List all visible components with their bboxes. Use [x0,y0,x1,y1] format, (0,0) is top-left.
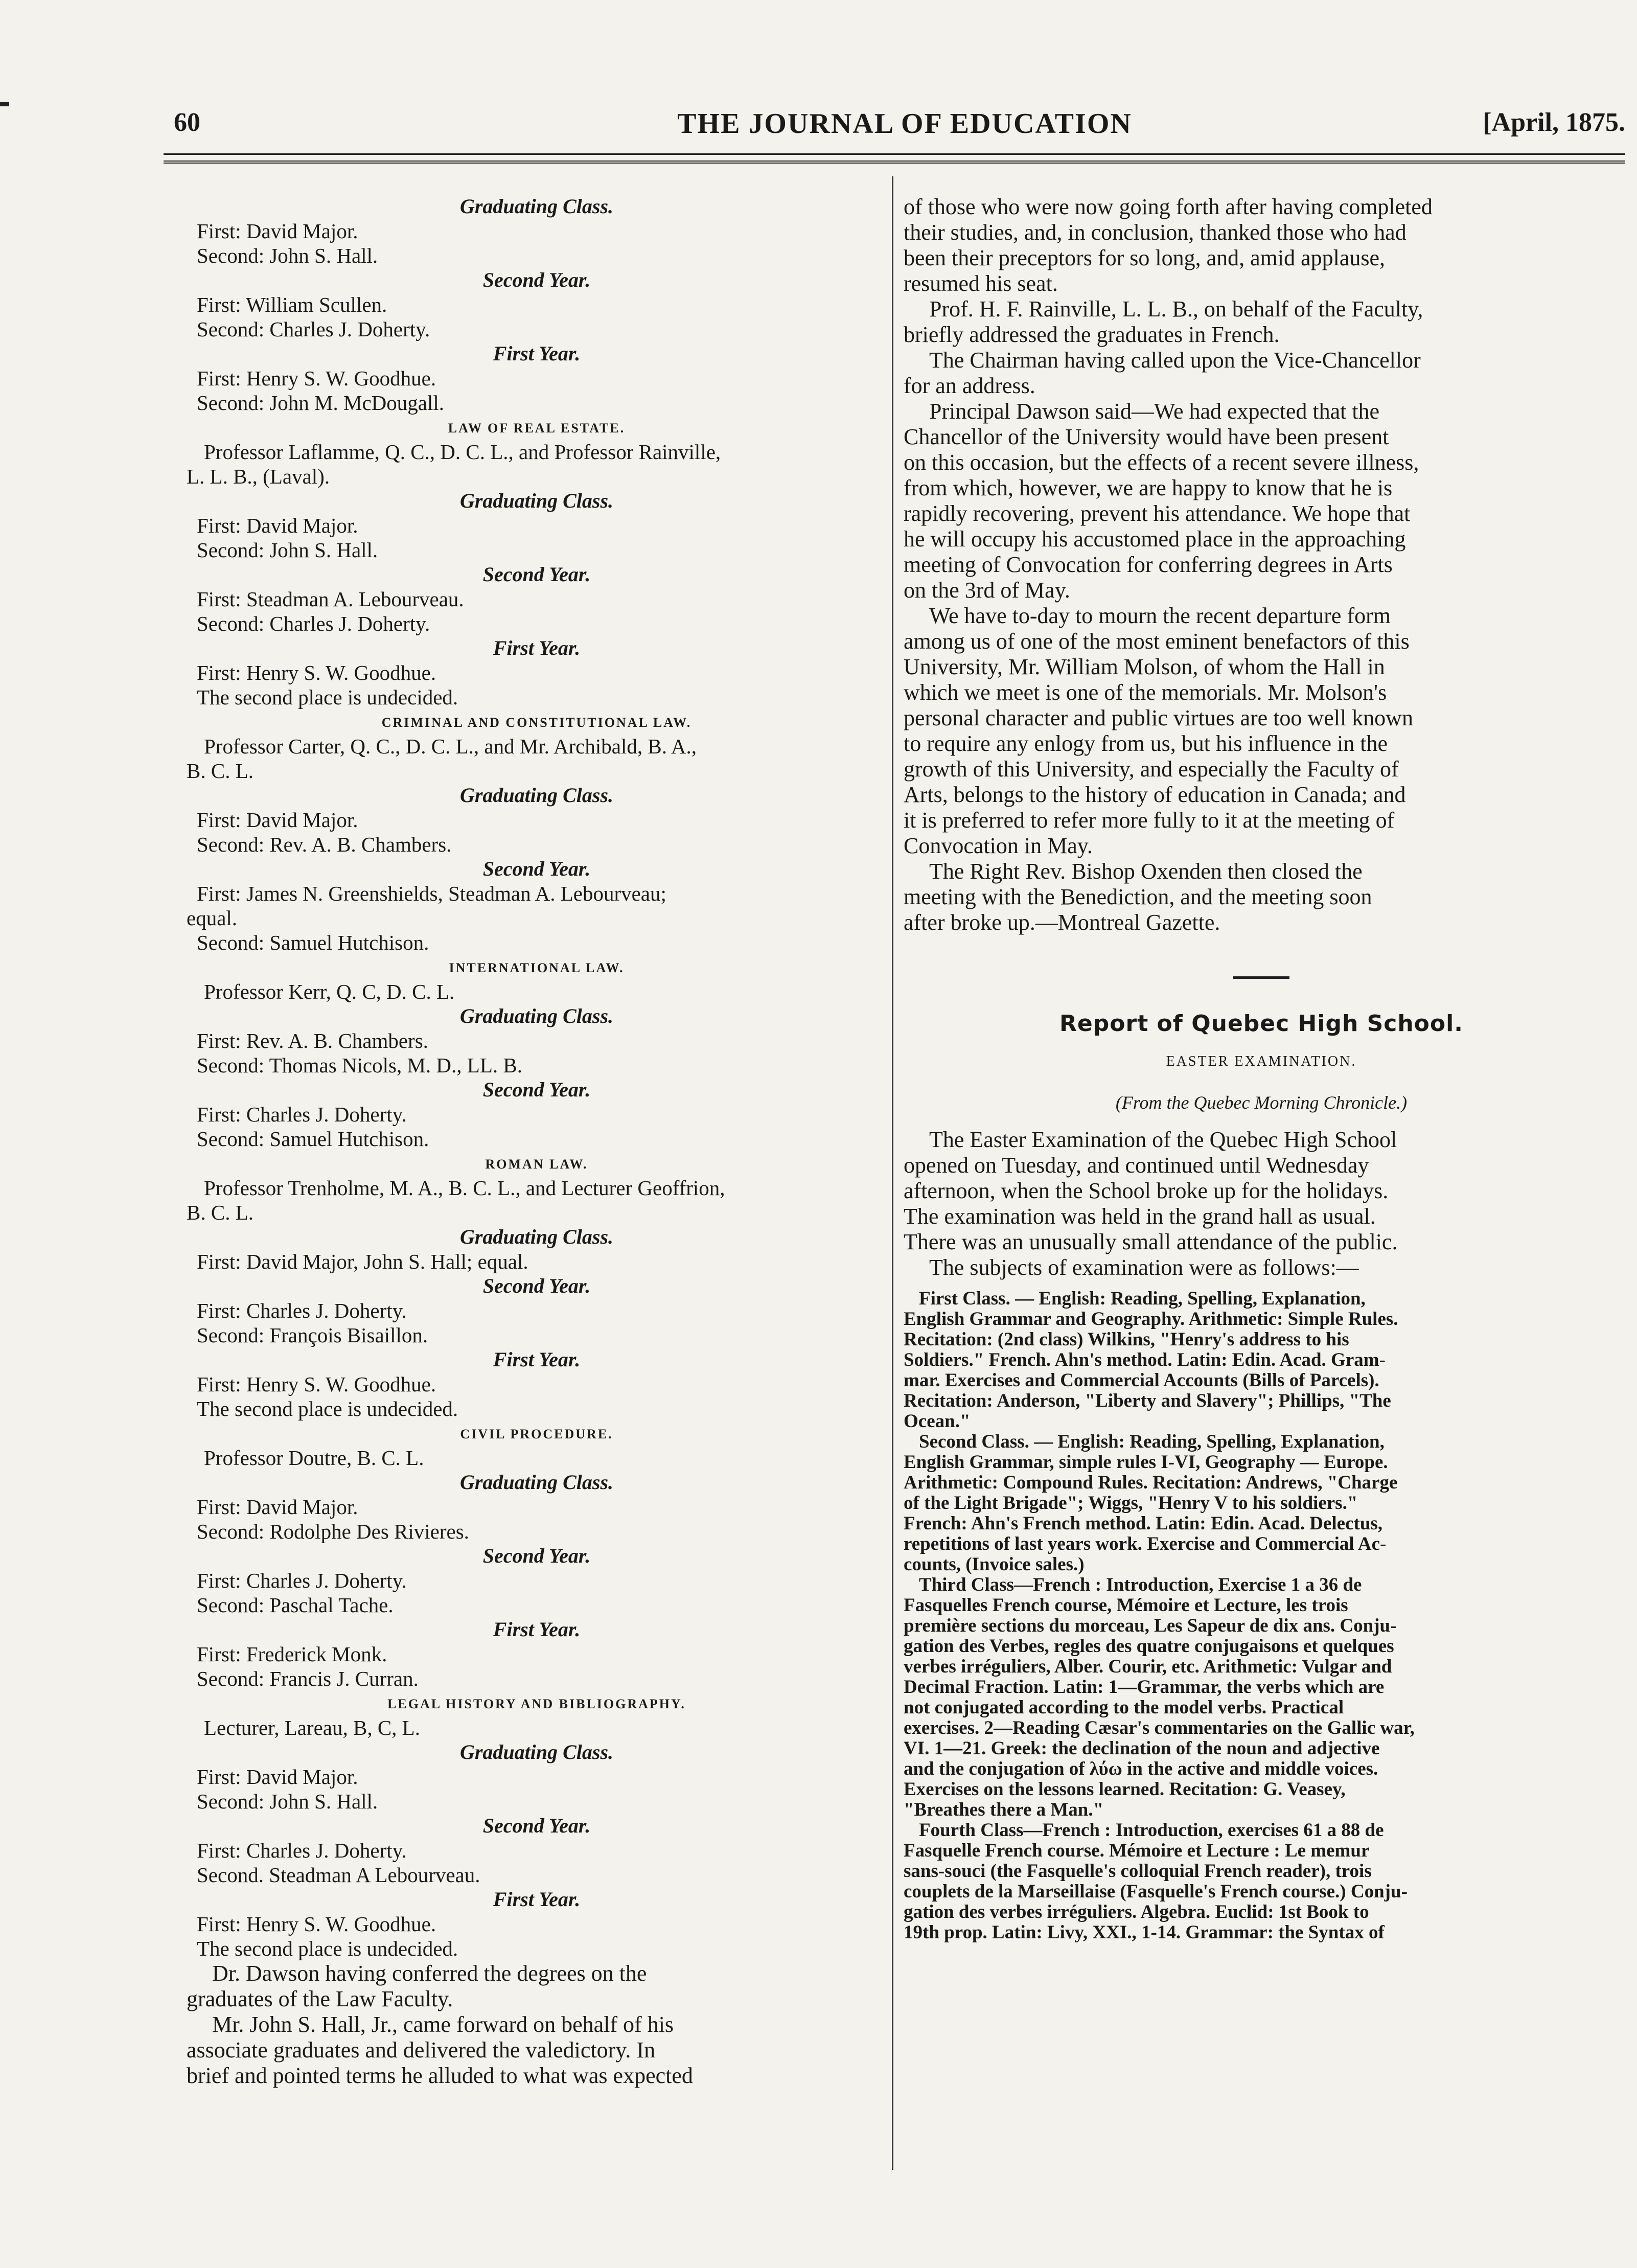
class-line: Arithmetic: Compound Rules. Recitation: Andrews, "Charge [904,1472,1398,1493]
entry-line: First: Steadman A. Lebourveau. [197,587,464,611]
subheading: Second Year. [482,1078,591,1101]
entry-line: The second place is undecided. [197,685,458,709]
section-heading: LEGAL HISTORY AND BIBLIOGRAPHY. [387,1697,686,1711]
paragraph-line: been their preceptors for so long, and, amid applause, [904,245,1386,270]
paragraph-line: which we meet is one of the memorials. Mr. Molson's [904,680,1387,705]
paragraph-line: We have to-day to mourn the recent departure form [929,603,1391,628]
subheading: First Year. [493,1348,581,1371]
entry-line: First: David Major. [197,1495,358,1519]
section-separator [1233,976,1289,979]
page-number: 60 [174,108,200,137]
entry-line: First: Charles J. Doherty. [197,1839,407,1862]
report-title: Report of Quebec High School. [1059,1011,1463,1037]
paragraph-line: Prof. H. F. Rainville, L. L. B., on behalf of the Faculty, [929,296,1423,322]
class-line: "Breathes there a Man." [904,1799,1104,1820]
class-line: Fourth Class—French : Introduction, exercises 61 a 88 de [919,1820,1384,1841]
class-line: repetitions of last years work. Exercise and Commercial Ac- [904,1533,1387,1554]
class-line: First Class. — English: Reading, Spelling, Explanation, [919,1288,1366,1309]
class-line: sans-souci (the Fasquelle's colloquial French reader), trois [904,1861,1372,1882]
report-classes [904,1289,1619,1943]
subheading: Second Year. [482,563,591,586]
entry-line: Second. Steadman A Lebourveau. [197,1863,480,1887]
entry-line: Second: Rev. A. B. Chambers. [197,833,452,856]
professor-line: Lecturer, Lareau, B, C, L. [204,1716,420,1739]
class-line: Recitation: (2nd class) Wilkins, "Henry's address to his [904,1329,1349,1350]
paragraph-line: from which, however, we are happy to know that he is [904,475,1393,500]
professor-line: Professor Laflamme, Q. C., D. C. L., and Professor Rainville, [204,440,721,464]
subheading: Graduating Class. [459,195,614,218]
paragraph-line: The Chairman having called upon the Vice-Chancellor [929,348,1421,373]
paragraph-line: brief and pointed terms he alluded to what was expected [187,2063,693,2088]
subheading: First Year. [493,342,581,365]
issue-date: [April, 1875. [1483,108,1625,137]
class-line: Second Class. — English: Reading, Spelling, Explanation, [919,1431,1385,1452]
entry-line: First: David Major. [197,219,358,243]
text-line: B. C. L. [187,1201,253,1224]
class-line: première sections du morceau, Les Sapeur de dix ans. Conju- [904,1615,1397,1636]
entry-line: First: Charles J. Doherty. [197,1569,407,1592]
class-line: Exercises on the lessons learned. Recitation: G. Veasey, [904,1779,1346,1800]
section-heading: ROMAN LAW. [485,1157,588,1172]
subheading: Second Year. [482,1274,591,1297]
subheading: First Year. [493,1888,581,1911]
report-subtitle: EASTER EXAMINATION. [1166,1053,1357,1069]
paragraph-line: to require any enlogy from us, but his influence in the [904,731,1388,756]
paragraph-line: associate graduates and delivered the valedictory. In [187,2037,656,2063]
class-line: Third Class—French : Introduction, Exercise 1 a 36 de [919,1574,1362,1595]
paragraph-line: their studies, and, in conclusion, thanked those who had [904,220,1407,245]
paragraph-line: The Right Rev. Bishop Oxenden then closed the [929,859,1363,884]
professor-line: Professor Trenholme, M. A., B. C. L., and Lecturer Geoffrion, [204,1176,725,1200]
entry-line: Second: John S. Hall. [197,244,378,267]
section-heading: INTERNATIONAL LAW. [449,960,625,975]
entry-line: Second: Rodolphe Des Rivieres. [197,1520,469,1543]
entry-line: Second: Thomas Nicols, M. D., LL. B. [197,1053,522,1077]
entry-line: First: William Scullen. [197,293,387,316]
entry-line: First: Henry S. W. Goodhue. [197,661,436,684]
entry-line: First: James N. Greenshields, Steadman A. Lebourveau; [197,882,666,905]
entry-line: The second place is undecided. [197,1397,458,1421]
paragraph-line: graduates of the Law Faculty. [187,1986,453,2011]
class-line: Fasquelles French course, Mémoire et Lecture, les trois [904,1595,1348,1616]
class-line: couplets de la Marseillaise (Fasquelle's French course.) Conju- [904,1881,1408,1902]
entry-line: First: David Major. [197,808,358,832]
entry-line: Second: Paschal Tache. [197,1593,394,1617]
paragraph-line: meeting with the Benediction, and the meeting soon [904,884,1372,909]
valedictory-continuation [904,194,1619,935]
paragraph-line: Chancellor of the University would have been present [904,424,1389,449]
section-heading: CIVIL PROCEDURE. [460,1427,613,1441]
paragraph-line: of those who were now going forth after having completed [904,194,1433,219]
entry-line: First: Henry S. W. Goodhue. [197,1372,436,1396]
paragraph-line: opened on Tuesday, and continued until Wednesday [904,1153,1369,1178]
paragraph-line: The Easter Examination of the Quebec High School [929,1127,1397,1152]
paragraph-line: it is preferred to refer more fully to it at the meeting of [904,808,1395,833]
class-line: Soldiers." French. Ahn's method. Latin: Edin. Acad. Gram- [904,1349,1386,1370]
entry-line: Second: John S. Hall. [197,1790,378,1813]
entry-line: First: David Major. [197,514,358,537]
class-line: of the Light Brigade"; Wiggs, "Henry V to his soldiers." [904,1493,1358,1514]
header-rule [164,153,1625,155]
subheading: First Year. [493,636,581,659]
paragraph-line: Dr. Dawson having conferred the degrees on the [212,1961,647,1986]
subheading: Second Year. [482,857,591,880]
class-line: and the conjugation of λύω in the active and middle voices. [904,1758,1378,1779]
section-heading: CRIMINAL AND CONSTITUTIONAL LAW. [381,715,692,730]
entry-line: Second: John M. McDougall. [197,391,444,415]
professor-line: Professor Doutre, B. C. L. [204,1446,424,1470]
paragraph-line: Principal Dawson said—We had expected that the [929,399,1380,424]
subheading: Graduating Class. [459,1004,614,1027]
class-line: Fasquelle French course. Mémoire et Lecture : Le memur [904,1840,1370,1861]
entry-line: First: Henry S. W. Goodhue. [197,366,436,390]
journal-title: THE JOURNAL OF EDUCATION [677,108,1132,140]
paragraph-line: University, Mr. William Molson, of whom the Hall in [904,654,1385,679]
subheading: Graduating Class. [459,1225,614,1248]
paragraph-line: on the 3rd of May. [904,578,1070,603]
text-line: L. L. B., (Laval). [187,465,330,488]
entry-line: Second: Samuel Hutchison. [197,931,429,954]
margin-mark [0,102,9,106]
class-line: French: Ahn's French method. Latin: Edin. Acad. Delectus, [904,1513,1383,1534]
report-source: (From the Quebec Morning Chronicle.) [1115,1092,1408,1113]
right-column [904,194,1619,1943]
entry-line: First: Henry S. W. Goodhue. [197,1912,436,1936]
class-line: counts, (Invoice sales.) [904,1554,1085,1575]
text-line: equal. [187,906,238,930]
entry-line: Second: Samuel Hutchison. [197,1127,429,1151]
paragraph-line: Convocation in May. [904,833,1093,858]
class-line: exercises. 2—Reading Cæsar's commentaries on the Gallic war, [904,1717,1415,1738]
subheading: First Year. [493,1618,581,1641]
class-line: 19th prop. Latin: Livy, XXI., 1-14. Grammar: the Syntax of [904,1922,1385,1943]
text-line: B. C. L. [187,759,253,783]
class-line: Recitation: Anderson, "Liberty and Slavery"; Phillips, "The [904,1390,1391,1411]
paragraph-line: Mr. John S. Hall, Jr., came forward on behalf of his [212,2012,674,2037]
paragraph-line: briefly addressed the graduates in French. [904,322,1280,347]
paragraph-line: for an address. [904,373,1035,398]
left-column [187,194,887,2089]
subheading: Second Year. [482,1544,591,1567]
entry-line: First: Charles J. Doherty. [197,1299,407,1322]
entry-line: Second: Charles J. Doherty. [197,317,430,341]
paragraph-line: growth of this University, and especially the Faculty of [904,757,1399,782]
subheading: Graduating Class. [459,489,614,512]
paragraph-line: after broke up.—Montreal Gazette. [904,910,1220,935]
paragraph-line: on this occasion, but the effects of a recent severe illness, [904,450,1419,475]
paragraph-line: afternoon, when the School broke up for the holidays. [904,1178,1389,1203]
entry-line: First: David Major, John S. Hall; equal. [197,1250,528,1273]
paragraph-line: personal character and public virtues are too well known [904,705,1413,730]
class-line: VI. 1—21. Greek: the declination of the noun and adjective [904,1738,1380,1759]
subheading: Second Year. [482,1814,591,1837]
paragraph-line: meeting of Convocation for conferring degrees in Arts [904,552,1393,577]
entry-line: First: Rev. A. B. Chambers. [197,1029,428,1052]
paragraph-line: resumed his seat. [904,271,1058,296]
subheading: Second Year. [482,268,591,291]
paragraph-line: rapidly recovering, prevent his attendance. We hope that [904,501,1411,526]
entry-line: Second: François Bisaillon. [197,1323,428,1347]
class-line: mar. Exercises and Commercial Accounts (Bills of Parcels). [904,1370,1379,1391]
professor-line: Professor Kerr, Q. C, D. C. L. [204,980,455,1003]
subheading: Graduating Class. [459,1471,614,1494]
entry-line: The second place is undecided. [197,1937,458,1960]
professor-line: Professor Carter, Q. C., D. C. L., and Mr. Archibald, B. A., [204,735,697,758]
subheading: Graduating Class. [459,1740,614,1763]
paragraph-line: The examination was held in the grand hall as usual. [904,1204,1376,1229]
paragraph-line: among us of one of the most eminent benefactors of this [904,629,1410,654]
section-heading: LAW OF REAL ESTATE. [448,421,626,436]
entry-line: Second: Francis J. Curran. [197,1667,419,1690]
entry-line: First: Charles J. Doherty. [197,1103,407,1126]
subheading: Graduating Class. [459,784,614,807]
class-line: English Grammar, simple rules I-VI, Geography — Europe. [904,1452,1388,1473]
entry-line: First: David Major. [197,1765,358,1789]
paragraph-line: There was an unusually small attendance of the public. [904,1229,1398,1254]
page-header [174,107,1635,148]
entry-line: Second: Charles J. Doherty. [197,612,430,635]
class-line: Ocean." [904,1411,971,1432]
column-divider [892,176,893,2170]
class-line: Decimal Fraction. Latin: 1—Grammar, the verbs which are [904,1677,1385,1698]
report-intro [904,1127,1619,1280]
class-line: not conjugated according to the model verbs. Practical [904,1697,1344,1718]
class-line: gation des verbes irréguliers. Algebra. Euclid: 1st Book to [904,1902,1369,1922]
paragraph-line: he will occupy his accustomed place in the approaching [904,526,1406,552]
entry-line: Second: John S. Hall. [197,538,378,562]
class-line: verbes irréguliers, Alber. Courir, etc. Arithmetic: Vulgar and [904,1656,1392,1677]
paragraph-line: Arts, belongs to the history of education in Canada; and [904,782,1406,807]
header-double-rule [164,161,1625,164]
class-line: English Grammar and Geography. Arithmetic: Simple Rules. [904,1309,1398,1330]
entry-line: First: Frederick Monk. [197,1642,387,1666]
paragraph-line: The subjects of examination were as follows:— [929,1255,1359,1280]
class-line: gation des Verbes, regles des quatre conjugaisons et quelques [904,1636,1394,1657]
